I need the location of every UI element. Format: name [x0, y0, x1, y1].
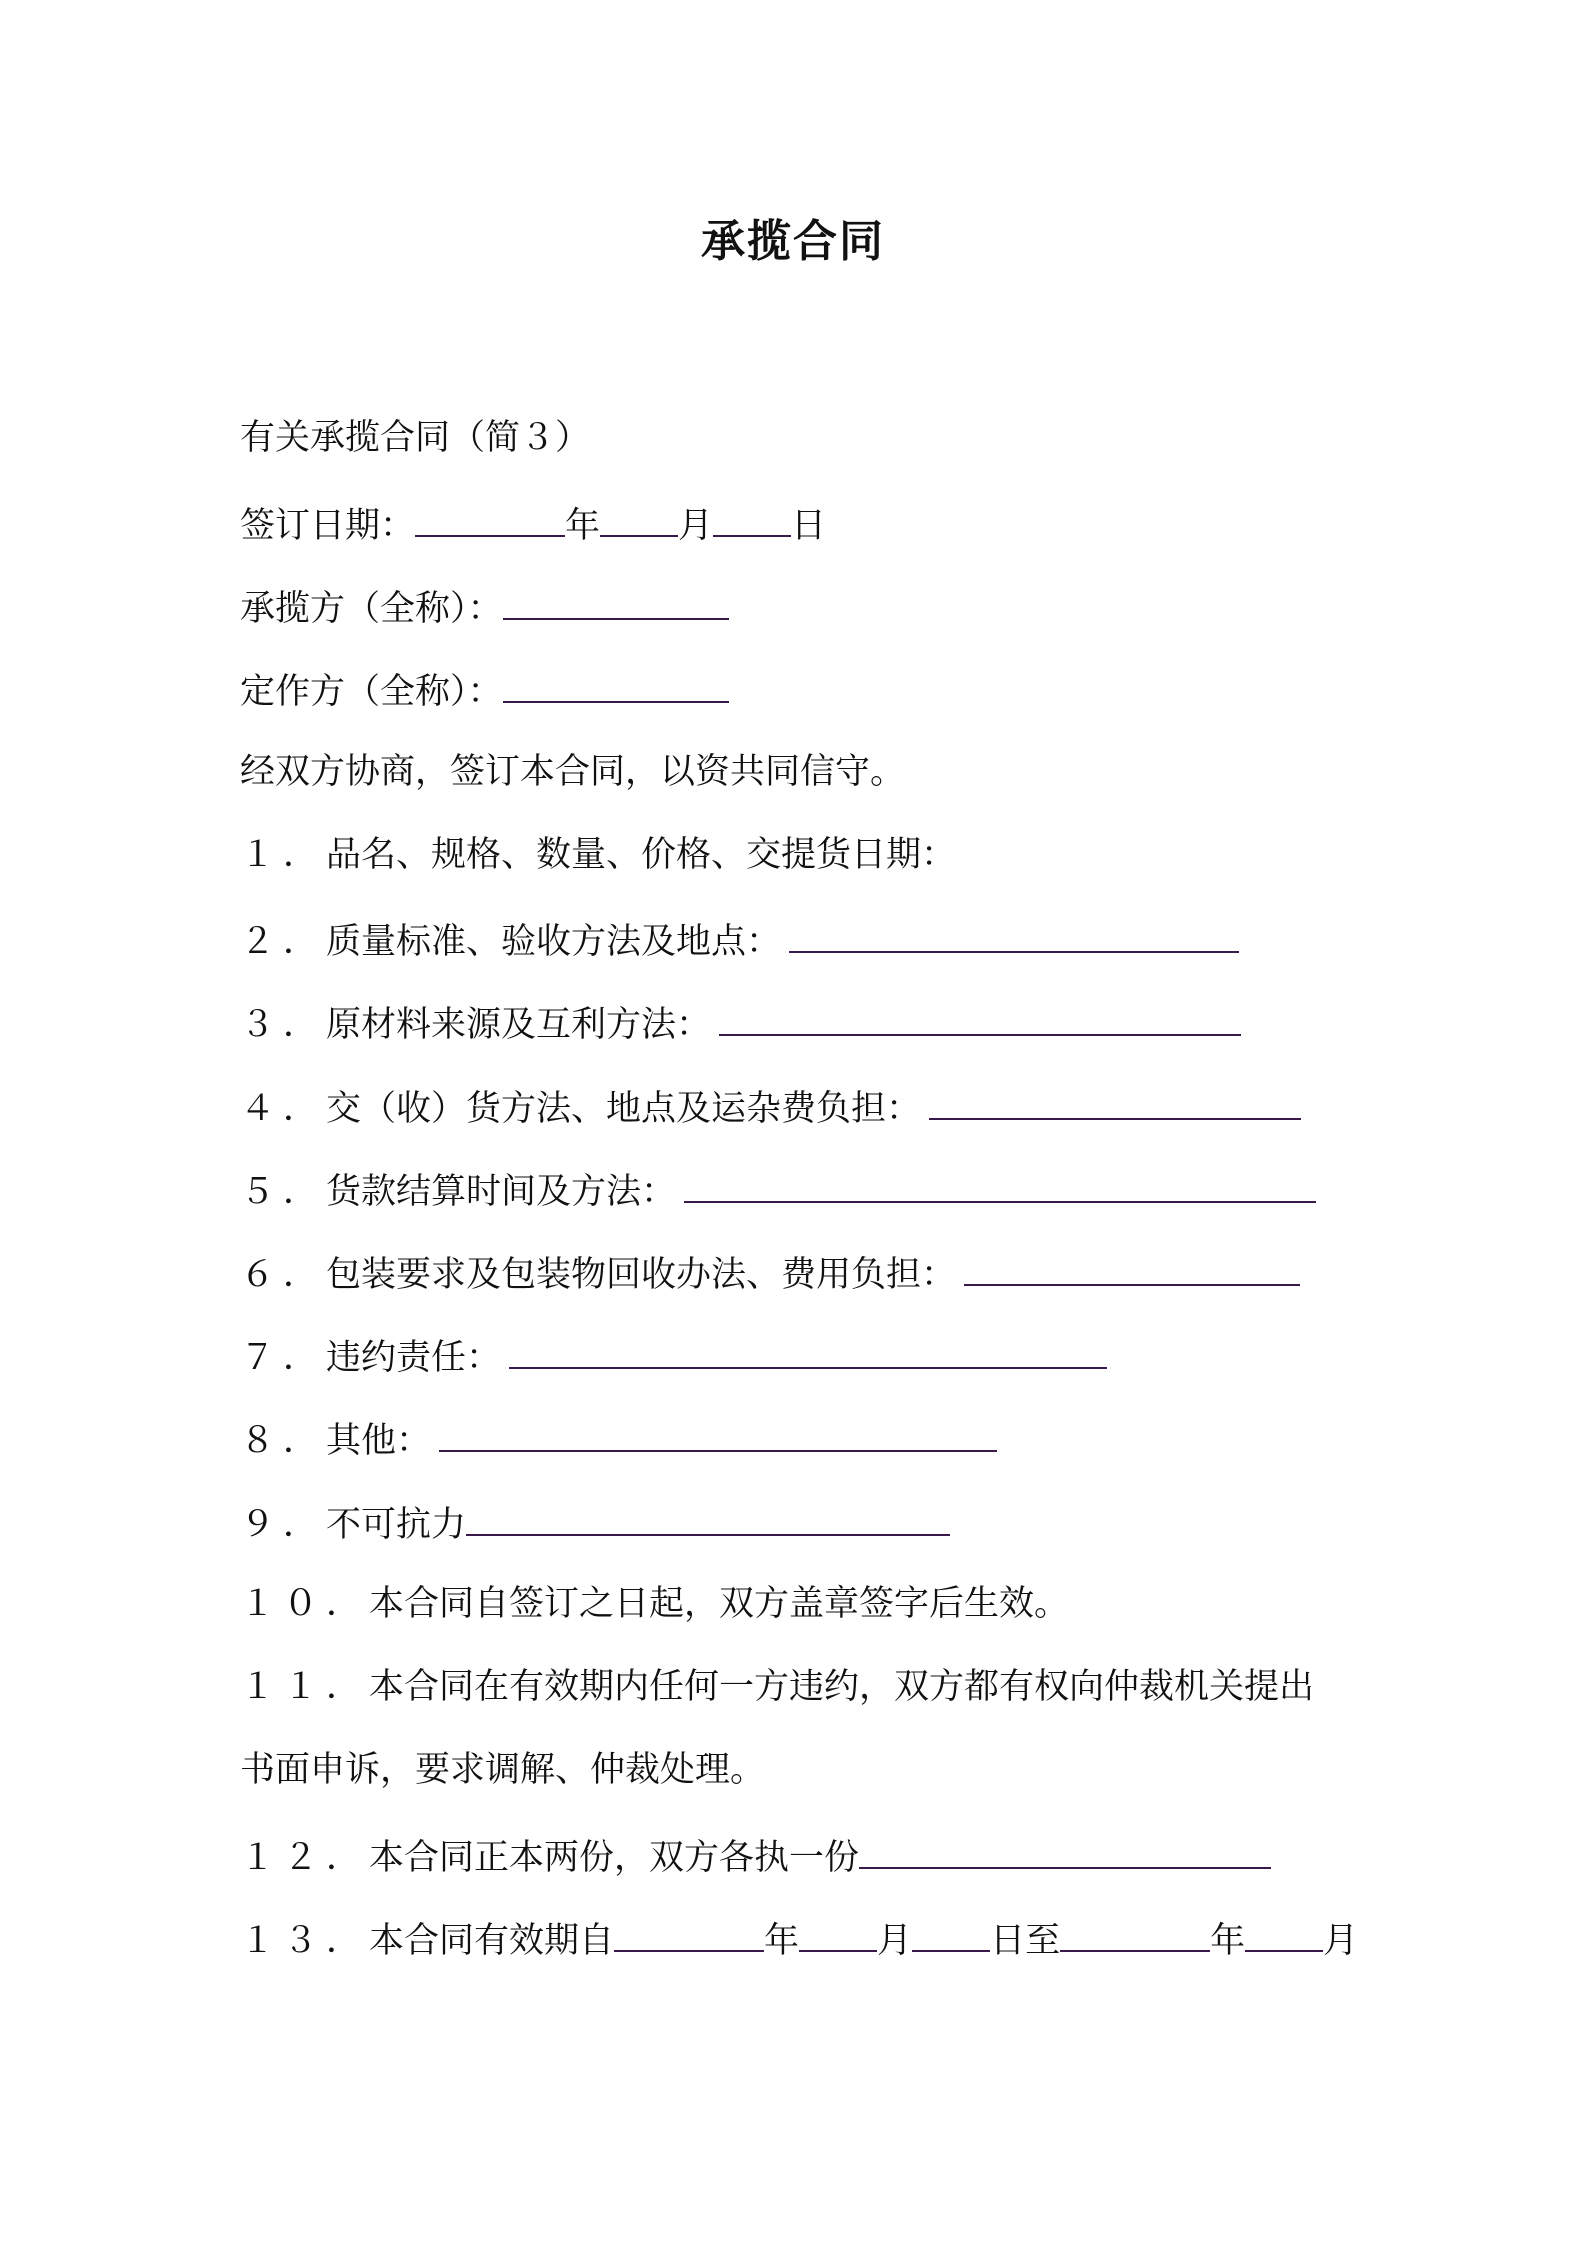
start-year-blank [614, 1912, 764, 1952]
clause-blank [719, 996, 1241, 1036]
clause-4 [240, 1080, 1301, 1134]
month-label: 月 [678, 506, 714, 546]
clause-text: 本合同自签订之日起，双方盖章签字后生效。 [369, 1584, 1070, 1624]
year-blank [415, 497, 565, 537]
client-label: 定作方（全称）： [240, 672, 503, 712]
contractor-blank [503, 580, 729, 620]
clause-number: １２． [240, 1838, 370, 1878]
clause-13 [240, 1912, 1358, 1966]
clause-text: 书面申诉，要求调解、仲裁处理。 [240, 1750, 766, 1790]
clause-number: １３． [240, 1921, 370, 1961]
contractor-line [240, 580, 729, 634]
day-to-label: 日至 [990, 1921, 1061, 1961]
clause-5 [240, 1163, 1316, 1217]
clause-text: 违约责任： [326, 1338, 502, 1378]
day-blank [713, 497, 791, 537]
clause-text: 本合同在有效期内任何一方违约，双方都有权向仲裁机关提出 [369, 1667, 1315, 1707]
clause-text: 质量标准、验收方法及地点： [326, 922, 782, 962]
clause-blank [466, 1496, 950, 1536]
clause-11 [240, 1662, 1314, 1712]
clause-blank [859, 1829, 1271, 1869]
end-month-blank [1245, 1912, 1323, 1952]
clause-text: 品名、规格、数量、价格、交提货日期： [326, 835, 957, 875]
start-month-label: 月 [877, 1921, 913, 1961]
clause-7 [240, 1329, 1107, 1383]
signing-date-line [240, 497, 826, 551]
clause-text: 其他： [326, 1421, 432, 1461]
clause-text: 货款结算时间及方法： [326, 1172, 677, 1212]
signing-date-label: 签订日期： [240, 506, 416, 546]
clause-2 [240, 913, 1239, 967]
clause-number: ２． [240, 922, 327, 962]
client-blank [503, 663, 729, 703]
start-year-label: 年 [764, 1921, 800, 1961]
document-subtitle: 有关承揽合同（简３） [240, 418, 591, 458]
clause-text: 本合同有效期自 [369, 1921, 615, 1961]
clause-blank [964, 1246, 1300, 1286]
clause-blank [684, 1163, 1316, 1203]
clause-8 [240, 1412, 997, 1466]
clause-12 [240, 1829, 1271, 1883]
start-day-blank [912, 1912, 990, 1952]
clause-blank [509, 1329, 1107, 1369]
document-title: 承揽合同 [701, 216, 885, 267]
year-label: 年 [565, 506, 601, 546]
month-blank [600, 497, 678, 537]
clause-number: ５． [240, 1172, 327, 1212]
clause-blank [789, 913, 1239, 953]
clause-text: 本合同正本两份，双方各执一份 [369, 1838, 860, 1878]
clause-number: ４． [240, 1089, 327, 1129]
clause-number: １１． [240, 1667, 370, 1707]
day-label: 日 [791, 506, 827, 546]
client-line [240, 663, 729, 717]
clause-number: ９． [240, 1505, 327, 1545]
clause-3 [240, 996, 1241, 1050]
clause-number: １０． [240, 1584, 370, 1624]
clause-6 [240, 1246, 1300, 1300]
clause-text: 原材料来源及互利方法： [326, 1005, 712, 1045]
intro-text: 经双方协商，签订本合同，以资共同信守。 [240, 752, 906, 792]
clause-text: 不可抗力 [326, 1505, 467, 1545]
clause-number: ３． [240, 1005, 327, 1045]
clause-number: ７． [240, 1338, 327, 1378]
clause-10 [240, 1579, 1069, 1629]
end-year-blank [1060, 1912, 1210, 1952]
clause-number: １． [240, 835, 327, 875]
start-month-blank [799, 1912, 877, 1952]
clause-1 [240, 830, 956, 880]
clause-blank [929, 1080, 1301, 1120]
clause-text: 包装要求及包装物回收办法、费用负担： [326, 1255, 957, 1295]
end-year-label: 年 [1210, 1921, 1246, 1961]
clause-number: ６． [240, 1255, 327, 1295]
clause-text: 交（收）货方法、地点及运杂费负担： [326, 1089, 922, 1129]
clause-blank [439, 1412, 997, 1452]
clause-number: ８． [240, 1421, 327, 1461]
clause-9 [240, 1496, 950, 1550]
contractor-label: 承揽方（全称）： [240, 589, 503, 629]
end-month-label: 月 [1323, 1921, 1359, 1961]
clause-11-continued [240, 1745, 765, 1795]
